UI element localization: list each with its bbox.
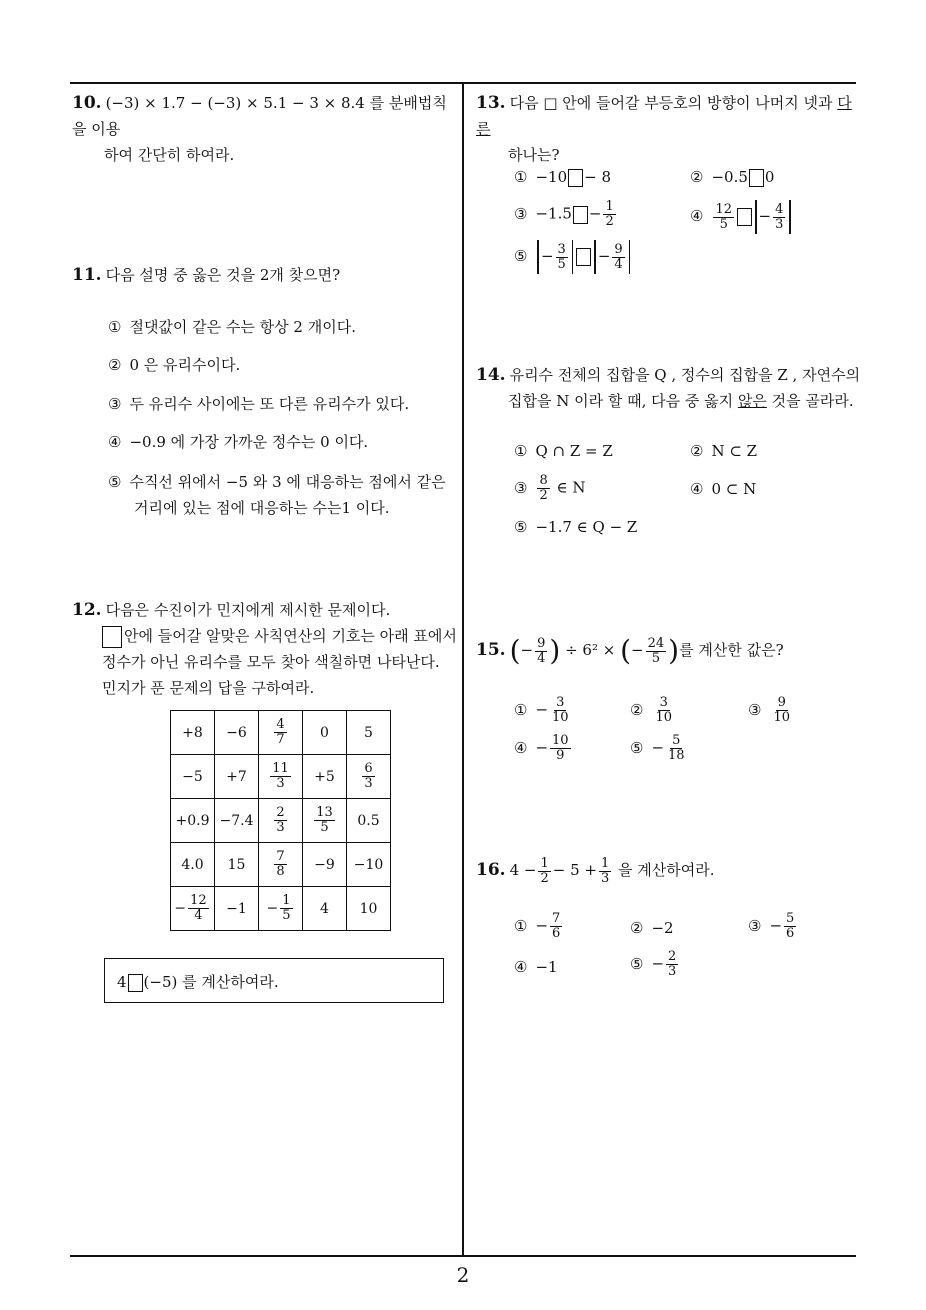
grid-cell[interactable]: +0.9 xyxy=(171,799,215,843)
grid-cell[interactable]: $\frac{6}{3}$ xyxy=(347,755,391,799)
page-number: 2 xyxy=(456,1263,470,1287)
grid-cell[interactable]: 0.5 xyxy=(347,799,391,843)
q16-choice-3[interactable]: ③ − $\frac{5}{6}$ xyxy=(748,911,795,941)
grid-cell[interactable]: −6 xyxy=(215,711,259,755)
q13-choice-5[interactable]: ⑤ − $\frac{3}{5}$ − $\frac{9}{4}$ xyxy=(514,240,632,274)
q14-choice-4[interactable]: ④ 0 ⊂ N xyxy=(690,480,757,498)
q13-choice-3[interactable]: ③ −1.5 − $\frac{1}{2}$ xyxy=(514,199,614,229)
choice-mark: ④ xyxy=(108,433,122,451)
question-number: 11. xyxy=(72,265,102,285)
question-12 xyxy=(72,597,458,701)
choice-text: −0.9 에 가장 가까운 정수는 0 이다. xyxy=(129,433,369,451)
grid-cell[interactable]: $\frac{7}{8}$ xyxy=(259,843,303,887)
choice-text: 두 유리수 사이에는 또 다른 유리수가 있다. xyxy=(129,395,410,413)
question-14 xyxy=(476,362,866,414)
q15-text: 를 계산한 값은? xyxy=(679,641,784,659)
q11-choice-2[interactable] xyxy=(108,354,240,375)
grid-cell[interactable]: 0 xyxy=(303,711,347,755)
q15-choice-1[interactable]: ① − $\frac{3}{10}$ xyxy=(514,695,569,725)
grid-cell[interactable]: +5 xyxy=(303,755,347,799)
q11-choice-4[interactable] xyxy=(108,431,368,452)
bottom-rule xyxy=(70,1255,856,1257)
q15-choice-5[interactable]: ⑤ − $\frac{5}{18}$ xyxy=(630,733,685,763)
q16-choice-4[interactable]: ④ −1 xyxy=(514,958,558,976)
q11-choice-1[interactable] xyxy=(108,316,356,337)
q10-expression: (−3) × 1.7 − (−3) × 5.1 − 3 × 8.4 xyxy=(105,94,365,112)
q13-underlined: 다른 xyxy=(476,94,852,138)
q15-choice-4[interactable]: ④ − $\frac{10}{9}$ xyxy=(514,733,569,763)
q15-operator: ÷ 6² × xyxy=(565,641,616,659)
q14-underlined: 않은 xyxy=(737,392,767,410)
question-number: 16. xyxy=(476,860,506,880)
q14-text-1: 유리수 전체의 집합을 Q , 정수의 집합을 Z , 자연수의 xyxy=(509,366,861,384)
q10-text-2: 하여 간단히 하여라. xyxy=(104,146,235,164)
grid-cell[interactable]: 5 xyxy=(347,711,391,755)
q13-choice-1[interactable]: ① −10 − 8 xyxy=(514,168,611,186)
q12-line-4: 민지가 푼 문제의 답을 구하여라. xyxy=(102,679,315,697)
q16-text: 을 계산하여라. xyxy=(618,861,715,879)
grid-cell[interactable]: $\frac{2}{3}$ xyxy=(259,799,303,843)
q13-choice-4[interactable]: ④ $\frac{12}{5}$ − $\frac{4}{3}$ xyxy=(690,200,793,234)
q11-choice-5[interactable] xyxy=(108,469,446,521)
column-divider xyxy=(462,82,464,1257)
blank-box xyxy=(102,626,122,648)
q14-text-2b: 것을 골라라. xyxy=(766,392,854,410)
blank-box xyxy=(128,974,143,992)
q14-choice-5[interactable]: ⑤ −1.7 ∈ Q − Z xyxy=(514,518,638,536)
question-number: 10. xyxy=(72,93,102,113)
q16-choice-2[interactable]: ② −2 xyxy=(630,919,674,937)
question-number: 15. xyxy=(476,640,506,660)
grid-cell[interactable]: +7 xyxy=(215,755,259,799)
choice-mark: ② xyxy=(108,356,122,374)
question-number: 13. xyxy=(476,93,506,113)
question-10 xyxy=(72,90,458,168)
q10-text-1: 를 분배법칙을 이용 xyxy=(72,94,447,138)
q11-choice-3[interactable] xyxy=(108,393,409,414)
q14-text-2a: 집합을 N 이라 할 때, 다음 중 옳지 xyxy=(508,392,738,410)
q12-line-2: 안에 들어갈 알맞은 사칙연산의 기호는 아래 표에서 xyxy=(124,627,457,645)
grid-cell[interactable]: −5 xyxy=(171,755,215,799)
box-prefix: 4 xyxy=(117,973,127,991)
grid-cell[interactable]: −7.4 xyxy=(215,799,259,843)
q13-text-2: 하나는? xyxy=(508,146,560,164)
question-13 xyxy=(476,90,866,168)
grid-cell[interactable]: 15 xyxy=(215,843,259,887)
grid-cell[interactable]: 4.0 xyxy=(171,843,215,887)
q12-line-3: 정수가 아닌 유리수를 모두 찾아 색칠하면 나타난다. xyxy=(102,653,440,671)
grid-cell[interactable]: − $\frac{12}{4}$ xyxy=(171,887,215,931)
choice-mark: ③ xyxy=(108,395,122,413)
choice-text: 0 은 유리수이다. xyxy=(129,356,241,374)
q16-expr-a: 4 − xyxy=(509,861,537,879)
q16-expr-b: − 5 + xyxy=(552,861,597,879)
q15-choice-3[interactable]: ③ $\frac{9}{10}$ xyxy=(748,695,790,725)
grid-cell[interactable]: − $\frac{1}{5}$ xyxy=(259,887,303,931)
box-text: (−5) 를 계산하여라. xyxy=(143,973,279,991)
q14-choice-1[interactable]: ① Q ∩ Z = Z xyxy=(514,442,613,460)
q12-line-1: 다음은 수진이가 민지에게 제시한 문제이다. xyxy=(105,601,391,619)
q16-choice-1[interactable]: ① − $\frac{7}{6}$ xyxy=(514,911,561,941)
grid-cell[interactable]: −1 xyxy=(215,887,259,931)
question-number: 14. xyxy=(476,365,506,385)
choice-mark: ① xyxy=(108,318,122,336)
q13-text-1: 다음 □ 안에 들어갈 부등호의 방향이 나머지 넷과 xyxy=(509,94,838,112)
question-11 xyxy=(72,262,458,288)
question-number: 12. xyxy=(72,600,102,620)
choice-text: 절댓값이 같은 수는 항상 2 개이다. xyxy=(129,318,356,336)
q15-choice-2[interactable]: ② $\frac{3}{10}$ xyxy=(630,695,672,725)
question-16: 16. 4 − $\frac{1}{2}$ − 5 + $\frac{1}{3}$ 을 계산하여라. xyxy=(476,855,715,886)
choice-mark: ⑤ xyxy=(108,473,122,491)
grid-cell[interactable]: 4 xyxy=(303,887,347,931)
number-grid xyxy=(170,710,391,931)
choice-text: 수직선 위에서 −5 와 3 에 대응하는 점에서 같은 xyxy=(129,473,446,491)
question-15: 15. (− $\frac{9}{4}$ ) ÷ 6² × (− $\frac{24}{5}$ )를 계산한 값은? xyxy=(476,634,784,667)
choice-text-cont: 거리에 있는 점에 대응하는 수는1 이다. xyxy=(134,499,390,517)
q13-choice-2[interactable]: ② −0.5 0 xyxy=(690,168,775,186)
grid-cell[interactable]: 10 xyxy=(347,887,391,931)
q14-choice-3[interactable]: ③ $\frac{8}{2}$ ∈ N xyxy=(514,473,586,503)
q11-text: 다음 설명 중 옳은 것을 2개 찾으면? xyxy=(105,266,341,284)
q16-choice-5[interactable]: ⑤ − $\frac{2}{3}$ xyxy=(630,949,677,979)
grid-cell[interactable]: −9 xyxy=(303,843,347,887)
grid-cell[interactable]: $\frac{11}{3}$ xyxy=(259,755,303,799)
grid-cell[interactable]: −10 xyxy=(347,843,391,887)
q14-choice-2[interactable]: ② N ⊂ Z xyxy=(690,442,758,460)
grid-cell[interactable]: $\frac{4}{7}$ xyxy=(259,711,303,755)
grid-cell[interactable]: +8 xyxy=(171,711,215,755)
problem-box xyxy=(104,958,444,1003)
grid-cell[interactable]: $\frac{13}{5}$ xyxy=(303,799,347,843)
